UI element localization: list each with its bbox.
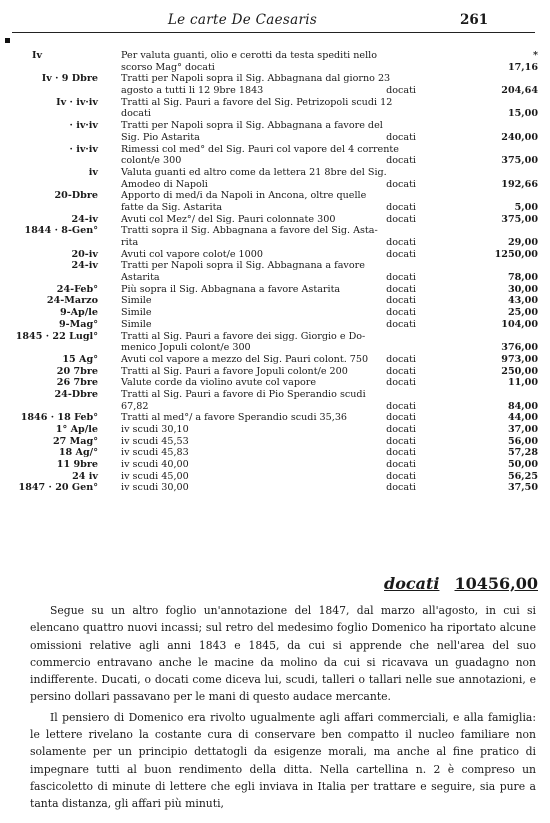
ledger-amount: 240,00	[501, 131, 538, 143]
ledger-description: fatte da Sig. Astarita	[121, 201, 223, 213]
ledger-unit: docati	[386, 85, 416, 97]
ledger-date: 1° Ap/le	[55, 424, 98, 435]
ledger-row	[0, 459, 550, 471]
ledger-unit: docati	[386, 318, 416, 330]
ledger-row	[0, 97, 550, 109]
ledger-amount: 37,50	[507, 482, 538, 494]
ledger-date: 24-iv	[71, 260, 98, 272]
ledger-description: iv scudi 45,00	[121, 470, 189, 482]
ledger-date: 24 iv	[72, 470, 98, 482]
ledger-date: 20-Dbre	[54, 190, 98, 202]
ledger-row	[0, 202, 550, 214]
ledger-row	[0, 73, 550, 85]
ledger-date: iv	[88, 166, 98, 178]
ledger-description: Tratti al med°/ a favore Sperandio scudi 35,36	[121, 412, 348, 424]
running-header-title: Le carte De Caesaris	[167, 12, 318, 28]
ledger-description: Più sopra il Sig. Abbagnana a favore Astarita	[121, 283, 341, 295]
ledger-row	[0, 354, 550, 366]
ledger-date: 15 Ag°	[62, 353, 98, 365]
ledger-date: 27 Mag°	[52, 435, 98, 447]
ledger-row	[0, 155, 550, 167]
ledger-amount: 57,28	[507, 447, 538, 459]
ledger-amount: 30,00	[507, 283, 538, 295]
ledger-amount: 43,00	[507, 295, 538, 307]
ledger-row	[0, 108, 550, 120]
ledger-unit: docati	[386, 365, 416, 377]
ledger-date: 24-Marzo	[46, 295, 98, 307]
ledger-amount: 78,00	[507, 272, 538, 284]
ledger-amount: 104,00	[501, 318, 538, 330]
ledger-row	[0, 272, 550, 284]
ledger-description: colont/e 300	[121, 155, 182, 167]
ledger-description: Avuti col vapore colot/e 1000	[121, 248, 263, 260]
ledger-row	[0, 167, 550, 179]
ledger-unit: docati	[386, 295, 416, 307]
ledger-date: 18 Ag/°	[58, 447, 98, 459]
ledger-unit: docati	[386, 412, 416, 424]
ledger-description: Valuta guanti ed altro come da lettera 21 8bre del Sig.	[121, 166, 387, 178]
ledger-date: 24-Dbre	[54, 388, 98, 400]
ledger-date: 20-iv	[71, 248, 98, 260]
ledger-amount: 375,00	[501, 155, 538, 167]
ledger-date: 20 7bre	[56, 365, 98, 377]
ledger-row	[0, 447, 550, 459]
ledger-total-label: docati	[384, 574, 440, 593]
ledger-description: iv scudi 45,53	[121, 435, 189, 447]
ledger-total-value: 10456,00	[454, 574, 538, 593]
ledger-amount: 5,00	[514, 201, 538, 213]
ledger-description: scorso Mag° docati	[121, 61, 215, 73]
ledger-row	[0, 436, 550, 448]
ledger-description: Per valuta guanti, olio e cerotti da testa spediti nello	[121, 50, 377, 61]
ledger-unit: docati	[386, 447, 416, 459]
ledger-date: 11 9bre	[56, 459, 98, 471]
ledger-amount: 375,00	[501, 213, 538, 225]
ledger-unit: docati	[386, 272, 416, 284]
margin-marker	[5, 38, 10, 43]
ledger-unit: docati	[386, 213, 416, 225]
ledger-amount: 37,00	[507, 424, 538, 435]
ledger-row	[0, 62, 550, 74]
ledger-row	[0, 471, 550, 483]
ledger-amount: 25,00	[507, 307, 538, 319]
ledger-description: Rimessi col med° del Sig. Pauri col vapore del 4 corrente	[121, 143, 399, 155]
ledger-unit: docati	[386, 283, 416, 295]
ledger-description: agosto a tutti li 12 9bre 1843	[121, 85, 264, 97]
ledger-date: Iv · iv·iv	[56, 96, 98, 108]
ledger-unit: docati	[386, 470, 416, 482]
ledger-row	[0, 295, 550, 307]
ledger-row	[0, 366, 550, 378]
ledger-amount: *	[532, 50, 538, 61]
ledger-description: Tratti al Sig. Pauri a favore Jopuli colont/e 200	[121, 365, 348, 377]
ledger-amount: 29,00	[507, 237, 538, 248]
ledger-unit: docati	[386, 459, 416, 471]
ledger-row	[0, 214, 550, 226]
ledger-unit: docati	[386, 248, 416, 260]
ledger-date: 9-Ap/le	[59, 307, 98, 319]
ledger-date: 24-Feb°	[56, 283, 98, 295]
ledger-unit: docati	[386, 353, 416, 365]
ledger-description: Apporto di med/i da Napoli in Ancona, oltre quelle	[121, 190, 367, 202]
ledger-row	[0, 225, 550, 237]
ledger-date: 1846 · 18 Feb°	[20, 412, 98, 424]
ledger-amount: 250,00	[501, 365, 538, 377]
ledger-unit: docati	[386, 307, 416, 319]
ledger-description: Simile	[121, 307, 152, 319]
ledger-row	[0, 144, 550, 156]
ledger-date: · iv·iv	[69, 143, 98, 155]
ledger-description: Simile	[121, 318, 152, 330]
ledger-row	[0, 401, 550, 413]
ledger-unit: docati	[386, 400, 416, 412]
ledger-date: Iv · 9 Dbre	[41, 73, 98, 85]
body-paragraph: Segue su un altro foglio un'annotazione del 1847, dal marzo all'agosto, in cui si elencano quattro nuovi incassi; sul retro del medesimo foglio Domenico ha riportato alcune omissioni relative agli anni 1843 e 1845, da cui si apprende che nell'area del suo commercio entravano anche le macine da molino da cui si ricavava un guadagno non indifferente. Ducati, o docati come diceva lui, scudi, talleri o tallari nelle sue annotazioni, e persino dollari passavano per le mani di questo audace mercante.	[30, 604, 536, 704]
ledger-description: docati	[121, 108, 151, 120]
ledger-amount: 56,00	[507, 435, 538, 447]
ledger-description: iv scudi 30,00	[121, 482, 189, 494]
ledger-amount: 56,25	[507, 470, 538, 482]
ledger-description: Valute corde da violino avute col vapore	[121, 377, 317, 389]
ledger-date: · iv·iv	[69, 120, 98, 132]
ledger-description: Tratti per Napoli sopra il Sig. Abbagnana a favore del	[121, 120, 383, 132]
ledger-row	[0, 412, 550, 424]
header-rule	[12, 32, 535, 33]
ledger-amount: 192,66	[501, 178, 538, 190]
ledger-date: 1845 · 22 Lugl°	[15, 330, 98, 342]
ledger-row	[0, 85, 550, 97]
ledger-row	[0, 260, 550, 272]
ledger-row	[0, 237, 550, 249]
ledger-table	[0, 50, 550, 494]
ledger-row	[0, 424, 550, 436]
ledger-date: 1844 · 8-Gen°	[24, 225, 98, 237]
ledger-unit: docati	[386, 482, 416, 494]
ledger-row	[0, 389, 550, 401]
ledger-date: 1847 · 20 Gen°	[18, 482, 98, 494]
ledger-unit: docati	[386, 155, 416, 167]
ledger-row	[0, 319, 550, 331]
ledger-amount: 11,00	[507, 377, 538, 389]
ledger-row	[0, 179, 550, 191]
body-text	[30, 602, 536, 813]
ledger-description: rita	[121, 237, 139, 248]
ledger-description: Tratti per Napoli sopra il Sig. Abbagnana a favore	[121, 260, 365, 272]
ledger-description: Simile	[121, 295, 152, 307]
ledger-date: 26 7bre	[56, 377, 98, 389]
ledger-amount: 84,00	[507, 400, 538, 412]
ledger-unit: docati	[386, 424, 416, 435]
ledger-unit: docati	[386, 131, 416, 143]
ledger-description: iv scudi 30,10	[121, 424, 189, 435]
ledger-unit: docati	[386, 435, 416, 447]
ledger-unit: docati	[386, 201, 416, 213]
ledger-description: Amodeo di Napoli	[121, 178, 208, 190]
ledger-description: Tratti sopra il Sig. Abbagnana a favore del Sig. Asta-	[121, 225, 378, 237]
ledger-amount: 204,64	[501, 85, 538, 97]
ledger-description: Sig. Pio Astarita	[121, 131, 200, 143]
ledger-unit: docati	[386, 178, 416, 190]
ledger-description: menico Jopuli colont/e 300	[121, 342, 251, 354]
ledger-description: 67,82	[121, 400, 149, 412]
ledger-unit: docati	[386, 377, 416, 389]
ledger-row	[0, 190, 550, 202]
ledger-date: Iv	[32, 50, 43, 61]
page-number: 261	[460, 12, 489, 28]
ledger-amount: 973,00	[501, 353, 538, 365]
ledger-description: Tratti per Napoli sopra il Sig. Abbagnana dal giorno 23	[121, 73, 391, 85]
ledger-row	[0, 120, 550, 132]
ledger-amount: 50,00	[507, 459, 538, 471]
ledger-row	[0, 50, 550, 62]
ledger-description: iv scudi 40,00	[121, 459, 189, 471]
ledger-description: iv scudi 45,83	[121, 447, 189, 459]
ledger-row	[0, 377, 550, 389]
ledger-amount: 1250,00	[494, 248, 538, 260]
ledger-date: 24-iv	[71, 213, 98, 225]
ledger-row	[0, 482, 550, 494]
ledger-amount: 44,00	[507, 412, 538, 424]
ledger-amount: 376,00	[501, 342, 538, 354]
ledger-description: Tratti al Sig. Pauri a favore dei sigg. Giorgio e Do-	[121, 330, 366, 342]
ledger-description: Tratti al Sig. Pauri a favore del Sig. Petrizopoli scudi 12	[121, 96, 393, 108]
ledger-date: 9-Mag°	[59, 318, 98, 330]
ledger-row	[0, 307, 550, 319]
ledger-unit: docati	[386, 237, 416, 248]
ledger-amount: 17,16	[507, 61, 538, 73]
ledger-row	[0, 132, 550, 144]
ledger-row	[0, 331, 550, 343]
ledger-row	[0, 249, 550, 261]
ledger-description: Avuti col Mez°/ del Sig. Pauri colonnate 300	[121, 213, 336, 225]
ledger-description: Tratti al Sig. Pauri a favore di Pio Sperandio scudi	[121, 388, 366, 400]
ledger-description: Avuti col vapore a mezzo del Sig. Pauri colont. 750	[121, 353, 369, 365]
body-paragraph: Il pensiero di Domenico era rivolto ugualmente agli affari commerciali, e alla famiglia: le lettere rivelano la costante cura di conservare ben compatto il nucleo familiare non solamente per un principio dettatogli da esigenze morali, ma anche al fine pratico di impegnare tutti al buon rendimento della ditta. Nella cartellina n. 2 è compreso un fascicoletto di minute di lettere che egli inviava in Italia per trattare e seguire, sia pure a tanta distanza, gli affari più minuti,	[30, 710, 536, 811]
ledger-row	[0, 342, 550, 354]
ledger-amount: 15,00	[507, 108, 538, 120]
ledger-row	[0, 284, 550, 296]
ledger-description: Astarita	[121, 272, 160, 284]
